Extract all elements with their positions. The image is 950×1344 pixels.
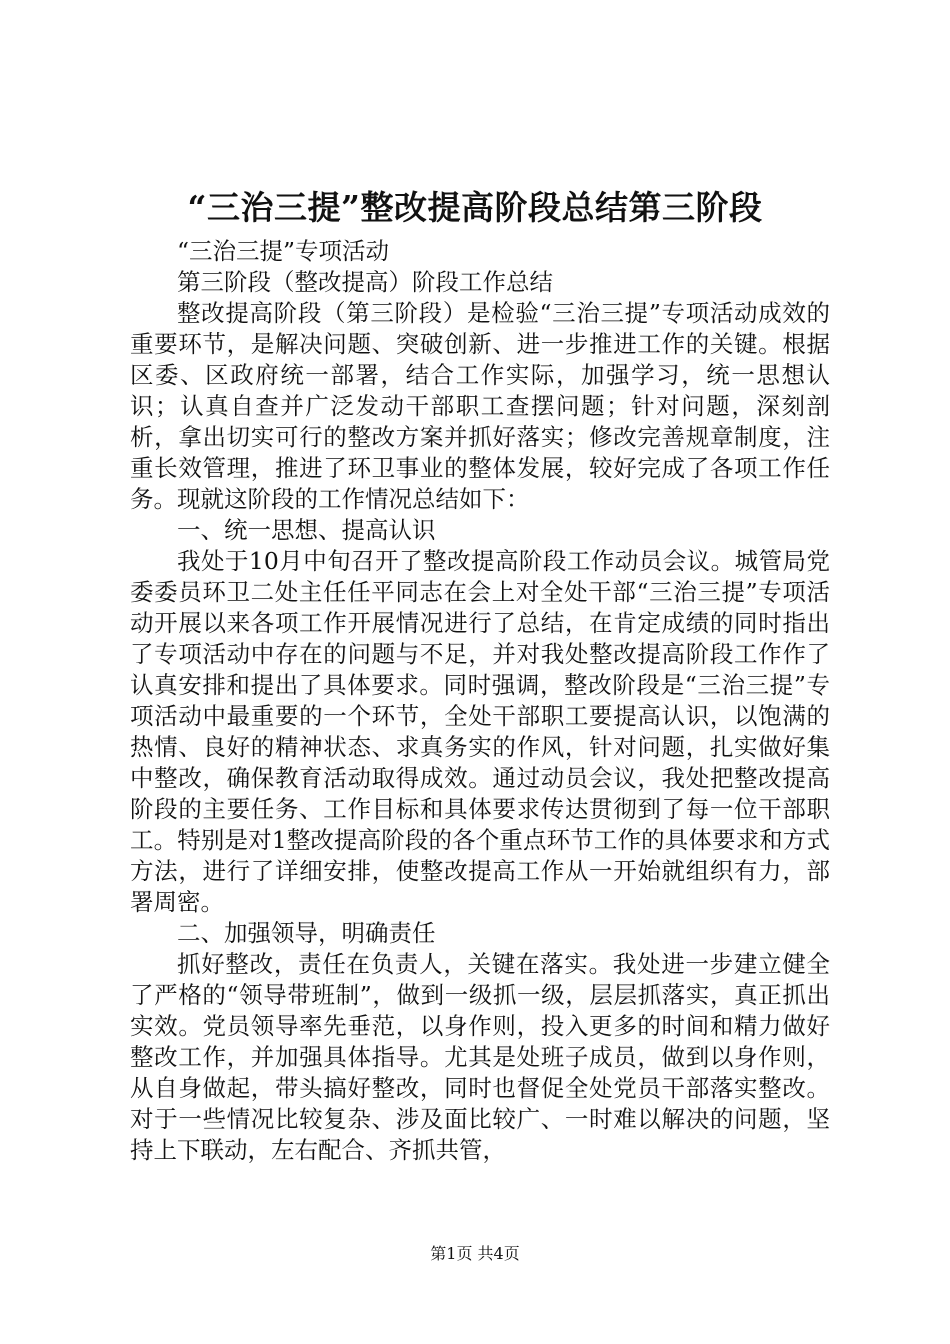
- page-footer: 第1页 共4页: [430, 1244, 520, 1263]
- document-title: “三治三提”整改提高阶段总结第三阶段: [187, 188, 763, 227]
- paragraph-section-1: 我处于10月中旬召开了整改提高阶段工作动员会议。城管局党委委员环卫二处主任任平同志在会上对全处干部“三治三提”专项活动开展以来各项工作开展情况进行了总结，在肯定成绩的同时指出了专项活动中存在的问题与不足，并对我处整改提高阶段工作作了认真安排和提出了具体要求。同时强调，整改阶段是“三治三提”专项活动中最重要的一个环节，全处干部职工要提高认识，以饱满的热情、良好的精神状态、求真务实的作风，针对问题，扎实做好集中整改，确保教育活动取得成效。通过动员会议，我处把整改提高阶段的主要任务、工作目标和具体要求传达贯彻到了每一位干部职工。特别是对1整改提高阶段的各个重点环节工作的具体要求和方式方法，进行了详细安排，使整改提高工作从一开始就组织有力，部署周密。: [130, 547, 830, 916]
- paragraph-section-2: 抓好整改，责任在负责人，关键在落实。我处进一步建立健全了严格的“领导带班制”，做到一级抓一级，层层抓落实，真正抓出实效。党员领导率先垂范，以身作则，投入更多的时间和精力做好整改工作，并加强具体指导。尤其是处班子成员，做到以身作则，从自身做起，带头搞好整改，同时也督促全处党员干部落实整改。对于一些情况比较复杂、涉及面比较广、一时难以解决的问题，坚持上下联动，左右配合、齐抓共管，: [130, 950, 830, 1164]
- paragraph-subtitle-stage: 第三阶段（整改提高）阶段工作总结: [177, 268, 553, 296]
- section-heading-1: 一、统一思想、提高认识: [177, 516, 436, 544]
- document-body: [130, 236, 830, 1166]
- section-heading-2: 二、加强领导，明确责任: [177, 919, 436, 947]
- paragraph-subtitle-activity: “三治三提”专项活动: [177, 237, 390, 265]
- paragraph-intro: 整改提高阶段（第三阶段）是检验“三治三提”专项活动成效的重要环节，是解决问题、突破创新、进一步推进工作的关键。根据区委、区政府统一部署，结合工作实际，加强学习，统一思想认识；认真自查并广泛发动干部职工查摆问题；针对问题，深刻剖析，拿出切实可行的整改方案并抓好落实；修改完善规章制度，注重长效管理，推进了环卫事业的整体发展，较好完成了各项工作任务。现就这阶段的工作情况总结如下：: [130, 299, 830, 513]
